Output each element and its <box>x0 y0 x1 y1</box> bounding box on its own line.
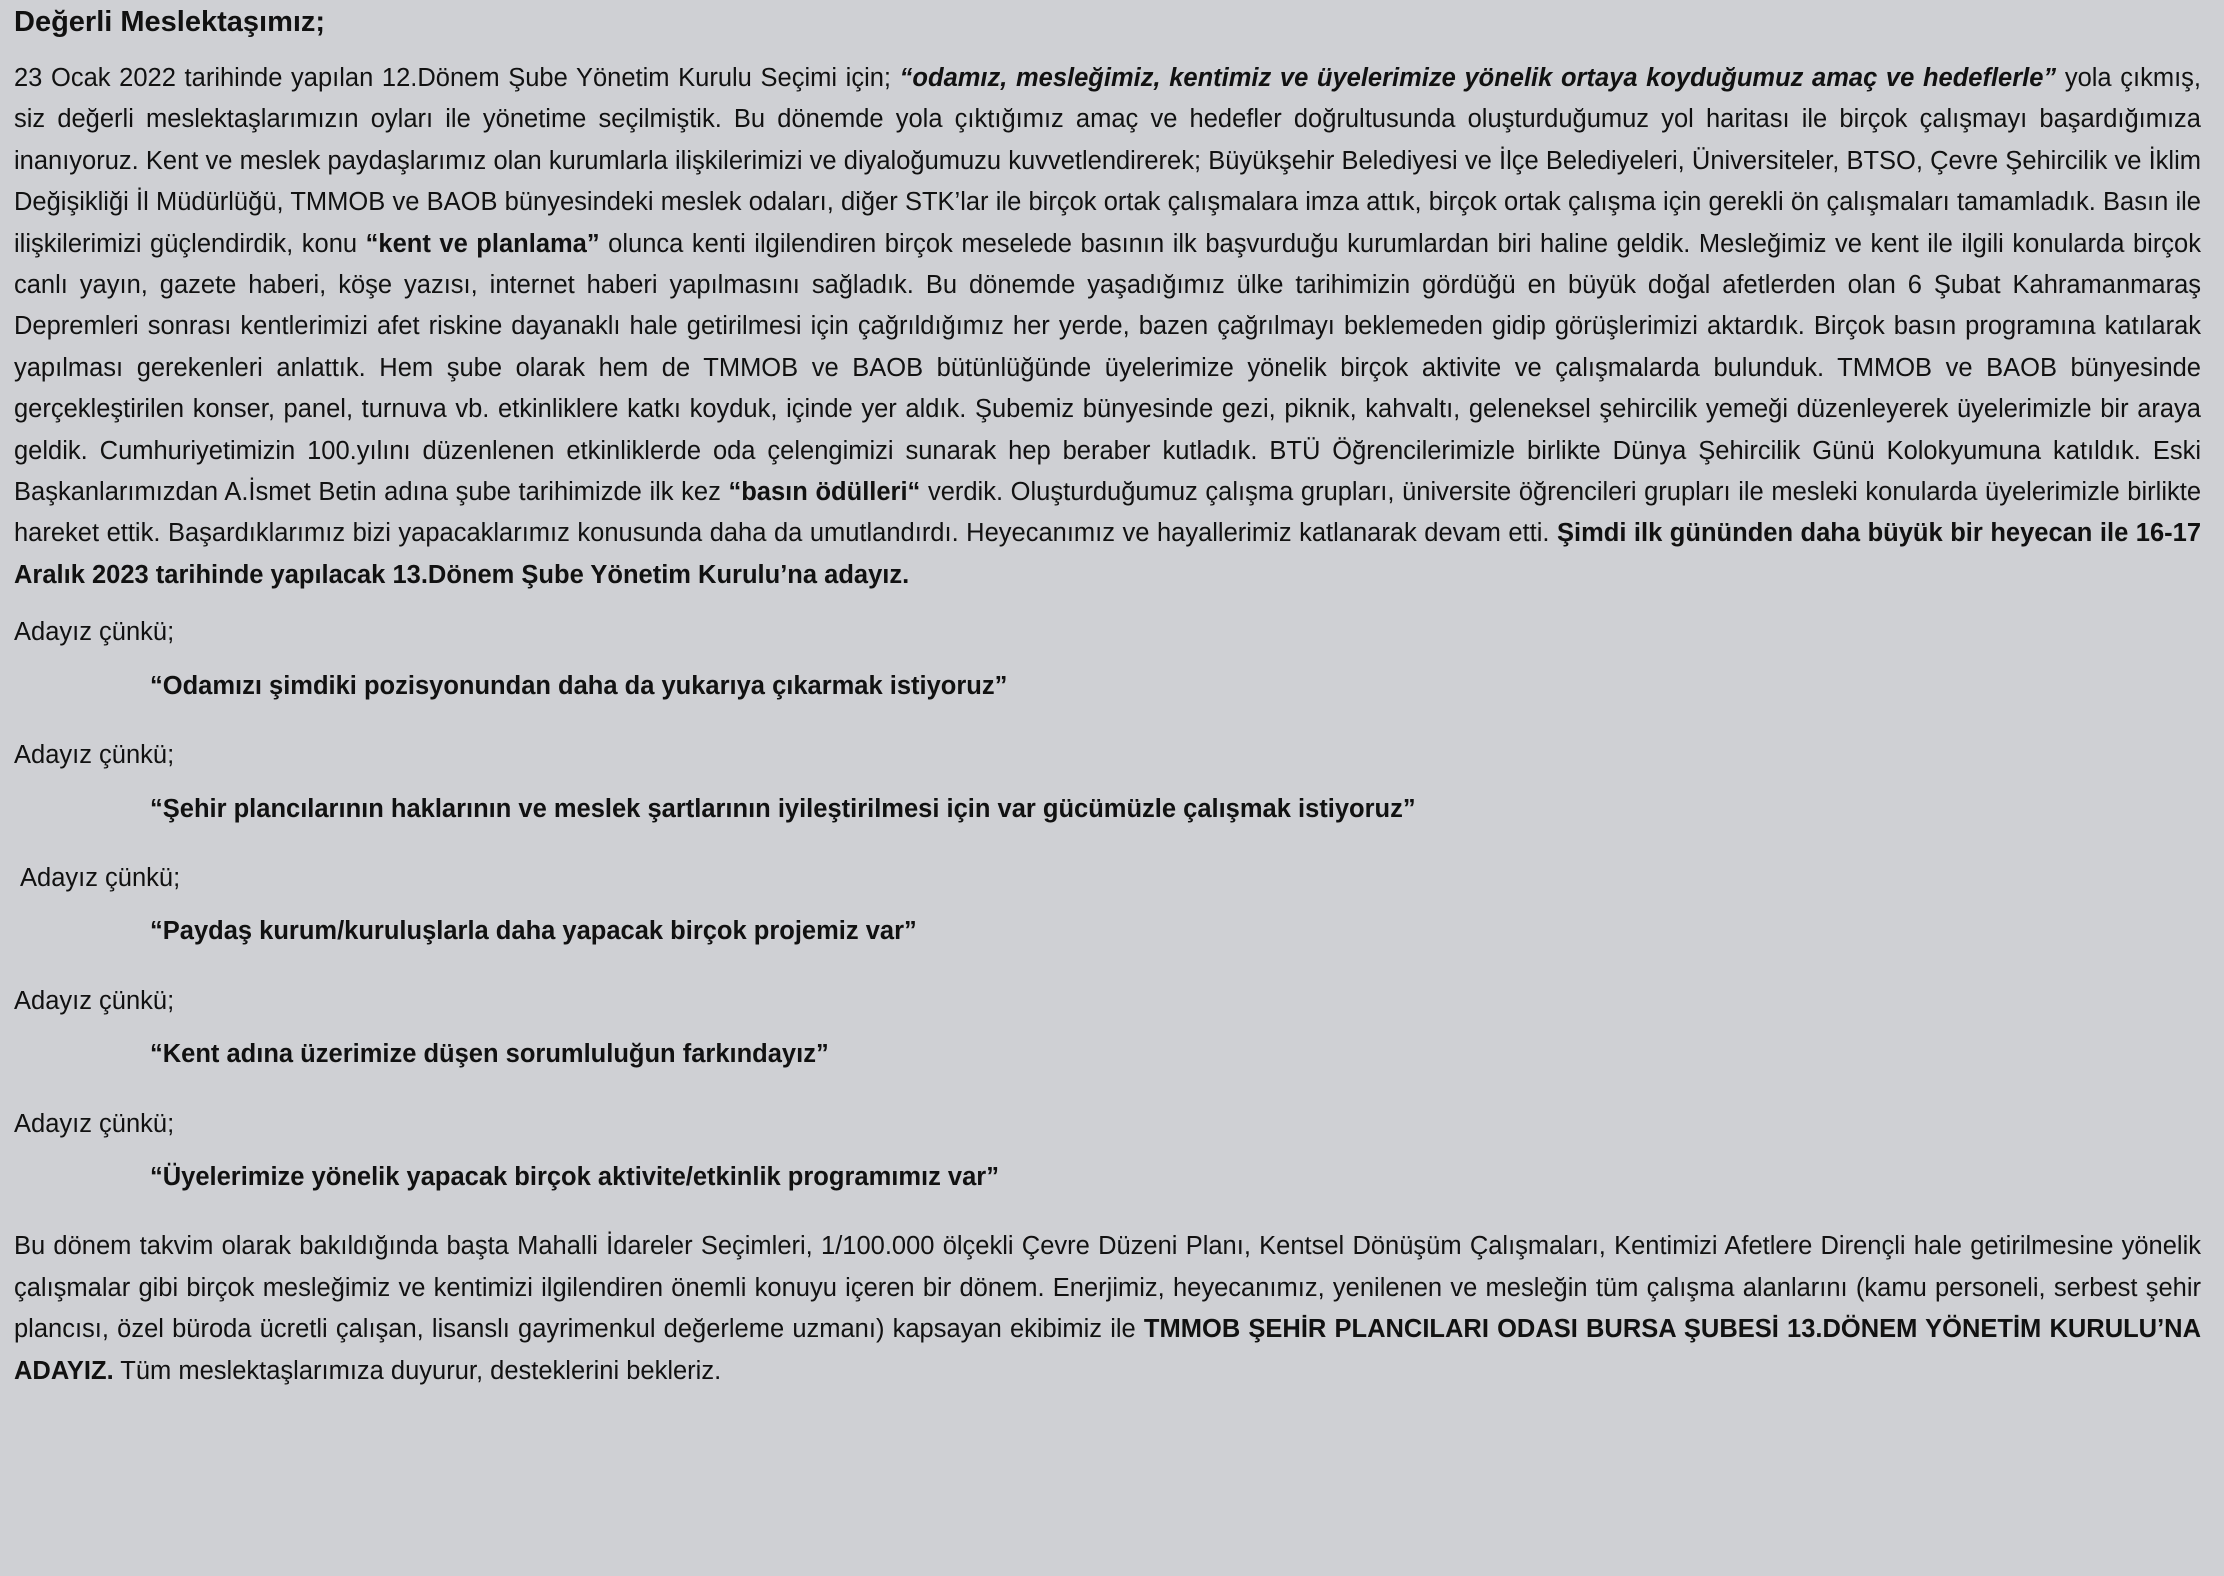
reason-label: Adayız çünkü; <box>20 863 181 892</box>
reason-quote: “Şehir plancılarının haklarının ve meslek şartlarının iyileştirilmesi için var gücümüzle çalışmak istiyoruz” <box>150 794 1416 823</box>
closing-candidacy-statement: TMMOB ŞEHİR PLANCILARI ODASI BURSA ŞUBESİ 13.DÖNEM YÖNETİM KURULU’NA ADAYIZ. <box>14 1315 2202 1385</box>
closing-text-2: Tüm meslektaşlarımıza duyurur, desteklerini bekleriz. <box>113 1356 722 1385</box>
intro-candidacy-statement: Şimdi ilk gününden daha büyük bir heyecan ile 16-17 Aralık 2023 tarihinde yapılacak 13.Dönem Şube Yönetim Kurulu’na adayız. <box>14 519 2201 589</box>
intro-text-1: 23 Ocak 2022 tarihinde yapılan 12.Dönem Şube Yönetim Kurulu Seçimi için; <box>14 64 900 92</box>
salutation-heading: Değerli Meslektaşımız; <box>14 6 326 38</box>
reason-quote: “Odamızı şimdiki pozisyonundan daha da yukarıya çıkarmak istiyoruz” <box>150 671 1008 700</box>
closing-paragraph <box>14 1226 2201 1392</box>
reason-label: Adayız çünkü; <box>14 986 175 1015</box>
reason-label: Adayız çünkü; <box>14 741 175 770</box>
closing-text-1: Bu dönem takvim olarak bakıldığında başta Mahalli İdareler Seçimleri, 1/100.000 ölçekli Çevre Düzeni Planı, Kentsel Dönüşüm Çalışmaları, Kentimizi Afetlere Dirençli hale getirilmesine yönelik çalışmalar gibi birçok mesleğimiz ve kentimizi ilgilendiren önemli konuyu içeren bir dönem. Enerjimiz, heyecanımız, yenilenen ve mesleğin tüm çalışma alanlarını (kamu personeli, serbest şehir plancısı, özel büroda ücretli çalışan, lisanslı gayrimenkul değerleme uzmanı) kapsayan ekibimiz ile <box>14 1232 2201 1344</box>
intro-text-3: olunca kenti ilgilendiren birçok meselede basının ilk başvurduğu kurumlardan biri haline geldik. Mesleğimiz ve kent ile ilgili konularda birçok canlı yayın, gazete haberi, köşe yazısı, internet haberi yapılmasını sağladık. Bu dönemde yaşadığımız ülke tarihimizin gördüğü en büyük doğal afetlerden olan 6 Şubat Kahramanmaraş Depremleri sonrası kentlerimizi afet riskine dayanaklı hale getirilmesi için çağrıldığımız her yerde, bazen çağrılmayı beklemeden gidip görüşlerimizi aktardık. Birçok basın programına katılarak yapılması gerekenleri anlattık. Hem şube olarak hem de TMMOB ve BAOB bütünlüğünde üyelerimize yönelik birçok aktivite ve çalışmalarda bulunduk. TMMOB ve BAOB bünyesinde gerçekleştirilen konser, panel, turnuva vb. etkinliklere katkı koyduk, içinde yer aldık. Şubemiz bünyesinde gezi, piknik, kahvaltı, geleneksel şehircilik yemeği düzenleyerek üyelerimizle bir araya geldik. Cumhuriyetimizin 100.yılını düzenlenen etkinliklerde oda çelengimizi sunarak hep beraber kutladık. BTÜ Öğrencilerimizle birlikte Dünya Şehircilik Günü Kolokyumuna katıldık. Eski Başkanlarımızdan A.İsmet Betin adına şube tarihimizde ilk kez <box>14 229 2201 507</box>
intro-goals-quote: “odamız, mesleğimiz, kentimiz ve üyelerimize yönelik ortaya koyduğumuz amaç ve hedeflerle” <box>899 64 2057 92</box>
intro-basin-odulleri: “basın ödülleri“ <box>728 478 921 507</box>
intro-text-4: verdik. Oluşturduğumuz çalışma grupları, üniversite öğrencileri grupları ile mesleki konularda üyelerimizle birlikte hareket ettik. Başardıklarımız bizi yapacaklarımız konusunda daha da umutlandırdı. Heyecanımız ve hayallerimiz katlanarak devam etti. <box>14 478 2201 548</box>
intro-paragraph <box>14 58 2201 596</box>
reason-quote: “Paydaş kurum/kuruluşlarla daha yapacak birçok projemiz var” <box>150 917 917 946</box>
reason-quote: “Üyelerimize yönelik yapacak birçok aktivite/etkinlik programımız var” <box>150 1162 999 1191</box>
intro-kent-planlama: “kent ve planlama” <box>365 229 600 258</box>
reason-label: Adayız çünkü; <box>14 618 175 647</box>
reason-label: Adayız çünkü; <box>14 1109 175 1138</box>
intro-text-2: yola çıkmış, siz değerli meslektaşlarımızın oyları ile yönetime seçilmiştik. Bu dönemde yola çıktığımız amaç ve hedefler doğrultusunda oluşturduğumuz yol haritası ile birçok çalışmayı başardığımıza inanıyoruz. Kent ve meslek paydaşlarımız olan kurumlarla ilişkilerimizi ve diyaloğumuzu kuvvetlendirerek; Büyükşehir Belediyesi ve İlçe Belediyeleri, Üniversiteler, BTSO, Çevre Şehircilik ve İklim Değişikliği İl Müdürlüğü, TMMOB ve BAOB bünyesindeki meslek odaları, diğer STK’lar ile birçok ortak çalışmalara imza attık, birçok ortak çalışma için gerekli ön çalışmaları tamamladık. Basın ile ilişkilerimizi güçlendirdik, konu <box>14 64 2201 258</box>
reason-quote: “Kent adına üzerimize düşen sorumluluğun farkındayız” <box>150 1040 829 1069</box>
